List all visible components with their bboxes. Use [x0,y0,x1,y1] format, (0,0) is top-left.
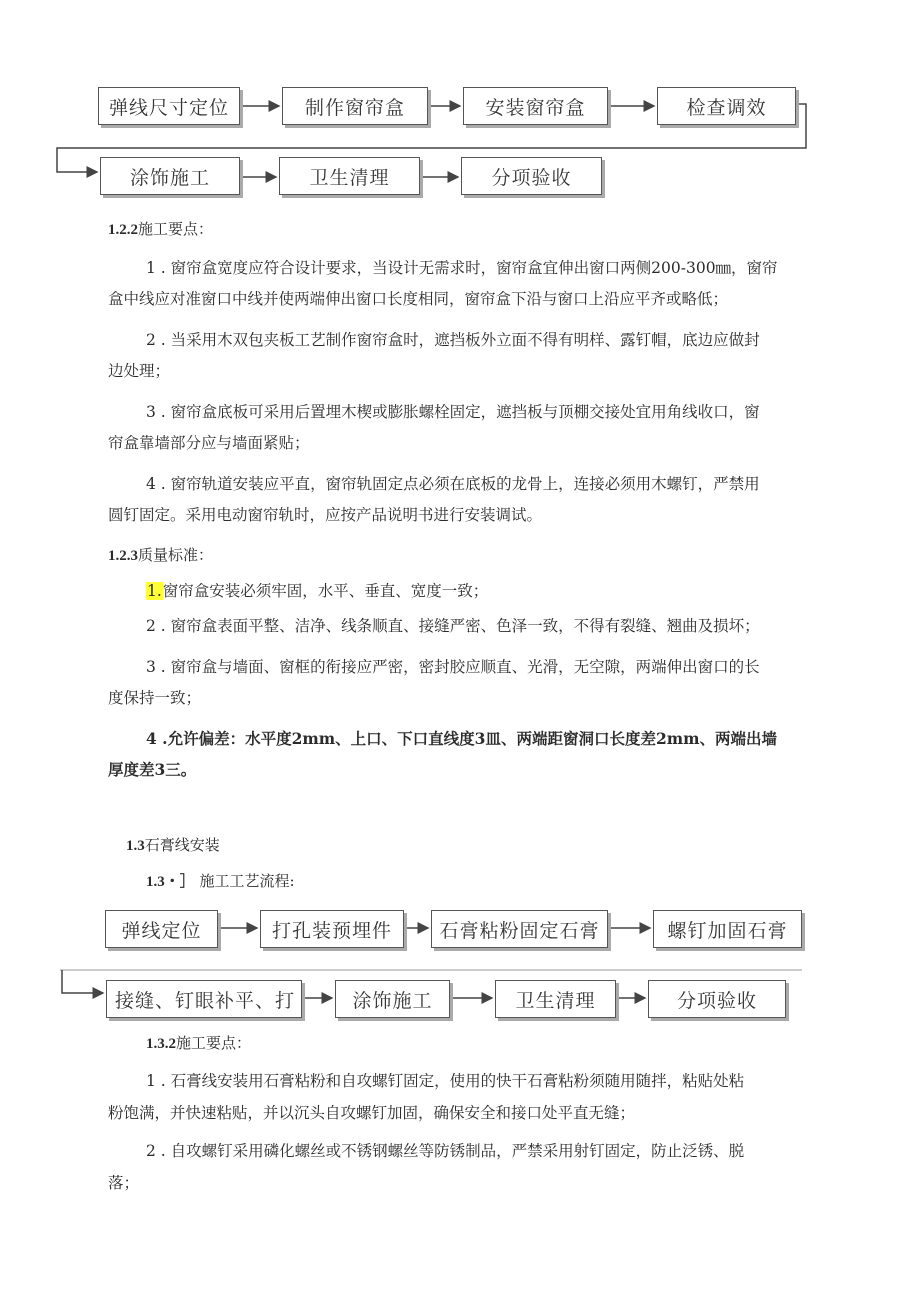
section-number: 1.3.2 [146,1036,176,1052]
paragraph-line: 盒中线应对准窗口中线并使两端伸出窗口长度相同，窗帘盒下沿与窗口上沿应平齐或略低； [108,290,729,308]
paragraph-line: 度保持一致； [108,689,202,707]
flow-step: 涂饰施工 [335,980,450,1018]
paragraph-line: 4 . 窗帘轨道安装应平直，窗帘轨固定点必须在底板的龙骨上，连接必须用木螺钉，严禁用 [146,475,760,493]
section-heading [126,835,220,856]
section-number: 1.3 [126,838,145,854]
section-heading [108,219,213,240]
section-heading [146,1033,251,1054]
section-number: 1.2.2 [108,222,138,238]
section-title: 质量标准： [138,546,214,564]
paragraph-line: 1 . 石膏线安装用石膏粘粉和自攻螺钉固定，使用的快干石膏粘粉须随用随拌，粘贴处粘 [146,1072,745,1090]
flow-step: 打孔装预埋件 [260,910,404,948]
paragraph-line [146,581,488,601]
section-title: 施工工艺流程: [199,872,295,890]
section-title: 施工要点： [138,220,214,238]
item-text: 窗帘盒安装必须牢固，水平、垂直、宽度一致； [162,582,489,600]
flow-step: 安装窗帘盒 [463,87,608,125]
section-title: 施工要点： [176,1034,252,1052]
paragraph-line: 4 .允许偏差：水平度2mm、上口、下口直线度3皿、两端距窗洞口长度差2mm、两端出墙 [146,729,778,748]
section-title: 石膏线安装 [144,836,220,854]
section-number: 1.2.3 [108,548,138,564]
flow-step: 分项验收 [648,980,786,1018]
flow-step: 螺钉加固石膏 [653,910,802,948]
paragraph-line: 3 . 窗帘盒与墙面、窗框的衔接应严密，密封胶应顺直、光滑，无空隙，两端伸出窗口的长 [146,658,760,676]
paragraph-line: 落； [108,1174,140,1192]
paragraph-line: 2 . 窗帘盒表面平整、洁净、线条顺直、接缝严密、色泽一致，不得有裂缝、翘曲及损坏； [146,617,760,635]
paragraph-line: 3 . 窗帘盒底板可采用后置埋木楔或膨胀螺栓固定，遮挡板与顶棚交接处宜用角线收口，窗 [146,403,760,421]
paragraph-line: 2 . 当采用木双包夹板工艺制作窗帘盒时，遮挡板外立面不得有明样、露钉帽，底边应做封 [146,331,760,349]
section-number: 1.3・］ [146,874,195,890]
paragraph-line: 边处理； [108,362,171,380]
paragraph-line: 帘盒靠墙部分应与墙面紧贴； [108,434,310,452]
flow-step: 分项验收 [461,157,602,195]
section-heading [146,871,295,892]
paragraph-line: 圆钉固定。采用电动窗帘轨时，应按产品说明书进行安装调试。 [108,506,543,524]
flow-step: 卫生清理 [279,157,420,195]
flow-step: 涂饰施工 [100,157,240,195]
flow-step: 卫生清理 [495,980,616,1018]
flow-step: 检查调效 [657,87,796,125]
flow-step: 制作窗帘盒 [282,87,428,125]
flow-step: 石膏粘粉固定石膏 [431,910,608,948]
flow-step: 弹线定位 [105,910,218,948]
flow-step: 弹线尺寸定位 [98,87,240,125]
section-heading [108,545,213,566]
wrap-connector [62,970,103,993]
flow-step: 接缝、钉眼补平、打 [106,980,302,1018]
paragraph-line: 1 . 窗帘盒宽度应符合设计要求，当设计无需求时，窗帘盒宜伸出窗口两侧200-300㎜，窗帘 [146,259,778,277]
paragraph-line: 粉饱满，并快速粘贴，并以沉头自攻螺钉加固，确保安全和接口处平直无缝； [108,1104,636,1122]
paragraph-line: 2 . 自攻螺钉采用磷化螺丝或不锈钢螺丝等防锈制品，严禁采用射钉固定，防止泛锈、脱 [146,1142,745,1160]
paragraph-line: 厚度差3三。 [108,760,197,779]
highlighted-number: 1. [147,582,162,600]
